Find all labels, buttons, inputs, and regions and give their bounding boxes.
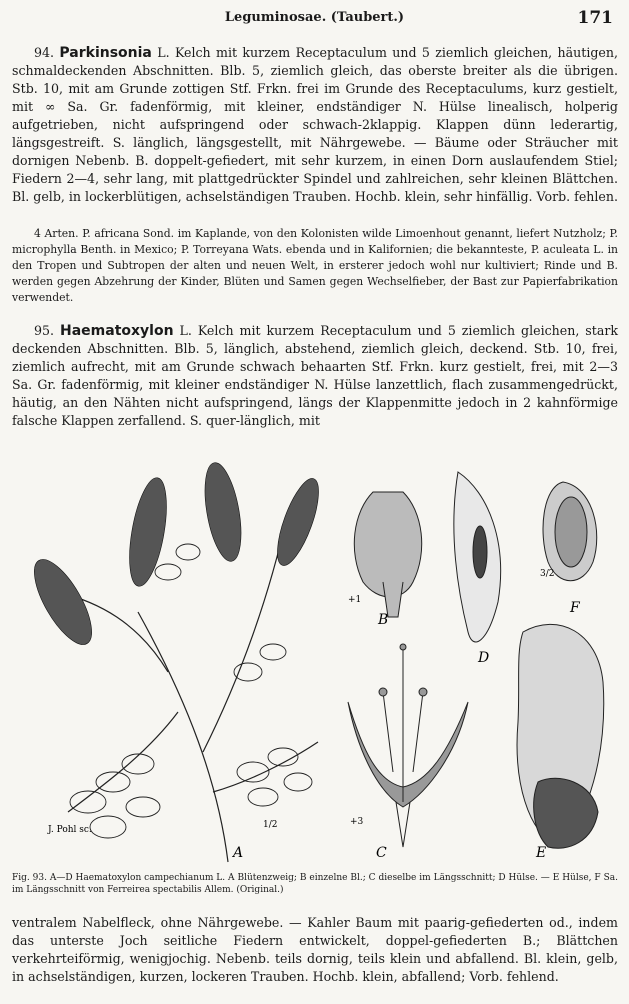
scale-b: +1 — [348, 595, 362, 605]
label-c: C — [376, 845, 387, 861]
botanical-figure — [18, 452, 618, 870]
scale-c: +3 — [350, 817, 364, 827]
paragraph-text: L. Kelch mit kurzem Receptaculum und 5 ziemlich gleichen, häutigen, schmaldeckenden Abschnitten. Blb. 5, ziemlich gleich, das oberste breiter als die übrigen. Stb. 10, mit am Grunde zottigen Stf. Frkn. frei im Grunde des Receptaculums, kurz gestielt, mit ∞ Sa. Gr. fadenförmig, mit kleiner, endständiger N. Hülse linealisch, holperig aufgetrieben, nicht aufspringend oder schwach-2klappig. Klappen dünn lederartig, längsgestreift. S. länglich, längsgestellt, mit Nährgewebe. — Bäume oder Sträucher mit dornigen Nebenb. B. doppelt-gefiedert, mit sehr kurzem, in einen Dorn auslaufendem Stiel; Fiedern 2—4, sehr lang, mit plattgedrückter Spindel und zahlreichen, sehr kleinen Blättchen. Bl. gelb, in lockerblütigen, achselständigen Trauben. Hochb. klein, sehr hinfällig. Vorb. fehlen. — [12, 45, 618, 204]
label-b: B — [378, 612, 389, 628]
figure-e-pod — [517, 624, 604, 848]
label-e: E — [536, 845, 547, 861]
figure-f-seed — [543, 482, 597, 581]
paragraph-94 — [12, 44, 618, 206]
genus-name: Parkinsonia — [59, 45, 152, 61]
scale-a: 1/2 — [263, 820, 278, 830]
figure-c-flower-section — [348, 644, 468, 847]
paragraph-95 — [12, 322, 618, 430]
genus-name: Haematoxylon — [60, 323, 174, 339]
running-header — [14, 8, 615, 30]
label-a: A — [233, 845, 244, 861]
figure-d-pod — [454, 472, 501, 642]
running-title: Leguminosae. (Taubert.) — [224, 10, 405, 25]
engraver-signature: J. Pohl sc. — [48, 825, 92, 835]
genus-number: 95. — [34, 323, 55, 338]
label-d: D — [478, 650, 490, 666]
paragraph-text: L. Kelch mit kurzem Receptaculum und 5 ziemlich gleichen, stark deckenden Abschnitten. Blb. 5, länglich, abstehend, ziemlich gleich, deckend. Stb. 10, frei, ziemlich aufrecht, mit am Grunde schwach behaarten Stf. Frkn. kurz gestielt, frei, mit 2—3 Sa. Gr. fadenförmig, mit kleiner endständiger N. Hülse lanzettlich, flach zusammengedrückt, häutig, an den Nähten nicht aufspringend, längs der Klappenmitte jedoch in 2 kahnförmige falsche Klappen zerfallend. S. quer-länglich, mit — [12, 323, 618, 428]
figure-b-flower — [354, 492, 421, 617]
scale-f: 3/2 — [540, 569, 555, 579]
page-number: 171 — [577, 8, 613, 28]
genus-number: 94. — [34, 45, 55, 60]
figure-caption: Fig. 93. A—D Haematoxylon campechianum L. A Blütenzweig; B einzelne Bl.; C dieselbe im Längsschnitt; D Hülse. — E Hülse, F Sa. im Längsschnitt von Ferreirea spectabilis Allem. (Original.) — [12, 873, 618, 895]
note-94: 4 Arten. P. africana Sond. im Kaplande, von den Kolonisten wilde Limoenhout genannt, liefert Nutzholz; P. microphylla Benth. in Mexico; P. Torreyana Wats. ebenda und in Kalifornien; die bekannteste, P. aculeata L. in den Tropen und Subtropen der alten und neuen Welt, in ersterer jedoch wohl nur kultiviert; Rinde und B. werden gegen Abzehrung der Kinder, Blüten und Samen gegen Wechselfieber, der Bast zur Papierfabrikation verwendet. — [12, 227, 618, 304]
figure-a-branch — [23, 460, 326, 862]
paragraph-95-continuation: ventralem Nabelfleck, ohne Nährgewebe. — Kahler Baum mit paarig-gefiederten od., indem das unterste Joch seitliche Fiedern entwickelt, doppel-gefiederten B.; Blättchen verkehrteiförmig, wenigjochig. Nebenb. teils dornig, teils klein und abfallend. Bl. klein, gelb, in achselständigen, kurzen, lockeren Trauben. Hochb. klein, abfallend; Vorb. fehlend. — [12, 915, 618, 984]
label-f: F — [570, 600, 580, 616]
